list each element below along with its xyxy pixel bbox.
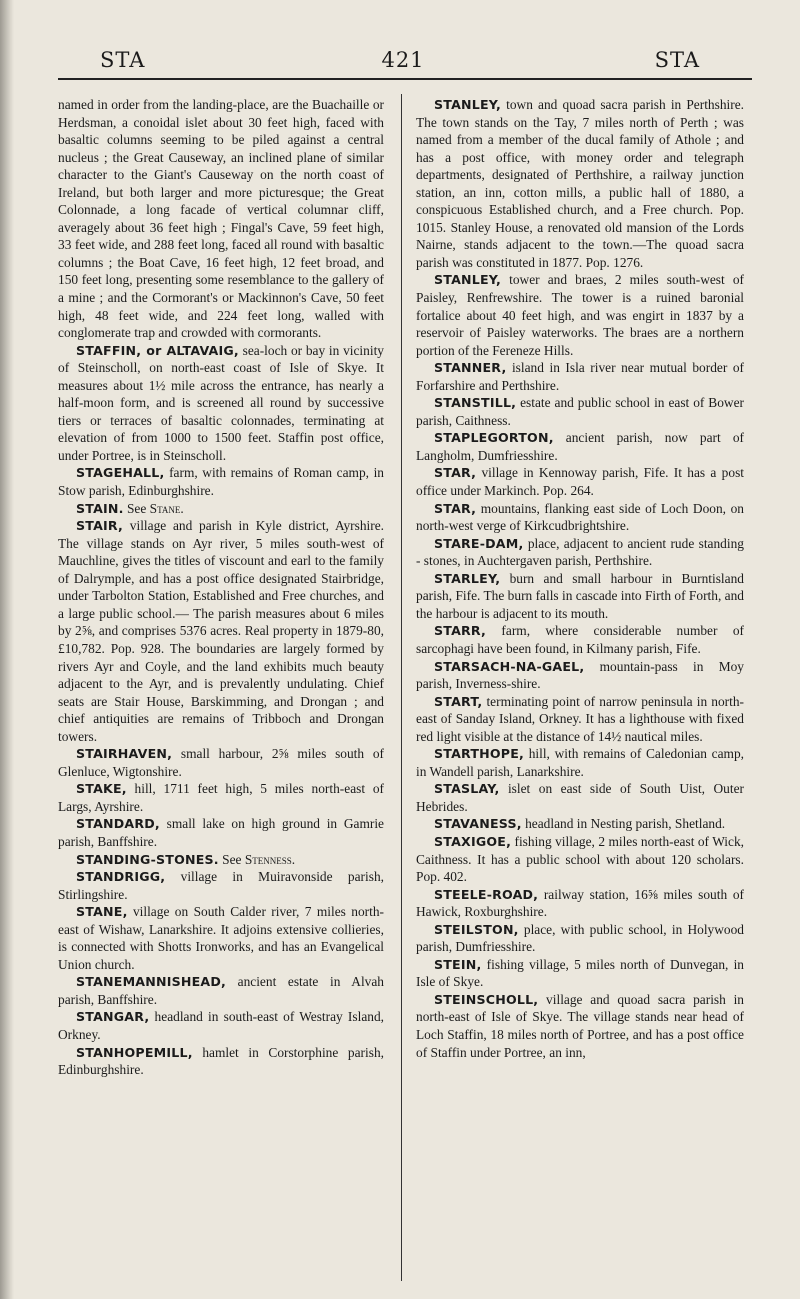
entry-headword: STANDING-STONES.	[76, 851, 219, 867]
gazetteer-entry	[416, 535, 744, 570]
gazetteer-entry	[58, 745, 384, 780]
entry-text: place, with public school, in Holywood parish, Dumfriesshire.	[416, 921, 744, 955]
entry-text: headland in Nesting parish, Shetland.	[521, 816, 726, 832]
entry-headword: STAIN.	[76, 500, 124, 516]
header-rule	[58, 78, 752, 80]
column-divider	[401, 94, 402, 1281]
cross-reference: Stane.	[149, 500, 184, 516]
entry-text: ancient parish, now part of Langholm, Dumfriesshire.	[416, 430, 744, 463]
gazetteer-entry	[416, 271, 744, 359]
entry-headword: STEIN,	[434, 956, 482, 972]
gazetteer-entry	[416, 956, 744, 991]
entry-headword: STARR,	[434, 623, 487, 639]
page-number: 421	[381, 48, 425, 72]
entry-headword: STARSACH-NA-GAEL,	[434, 658, 585, 674]
gazetteer-entry	[416, 622, 744, 657]
header-right-word: STA	[654, 48, 700, 72]
gazetteer-entry	[416, 991, 744, 1061]
entry-text: hill, 1711 feet high, 5 miles north-east of Largs, Ayrshire.	[58, 781, 384, 814]
gazetteer-entry	[58, 903, 384, 973]
gazetteer-entry	[416, 500, 744, 535]
gazetteer-entry	[58, 517, 384, 745]
entry-headword: STAR,	[434, 465, 477, 481]
entry-headword: START,	[434, 693, 483, 709]
entry-headword: STAVANESS,	[434, 816, 522, 832]
cross-reference: Stenness.	[244, 851, 296, 867]
entry-text: village and quoad sacra parish in north-east of Isle of Skye. The village stands near head of Loch Staffin, 18 miles north of Portree, and has a post office of Staffin under Portree, an inn,	[416, 991, 744, 1060]
gazetteer-entry	[416, 745, 744, 780]
entry-text: village on South Calder river, 7 miles north-east of Wishaw, Lanarkshire. It adjoins extensive collieries, is connected with Shotts Ironworks, and has an Evangelical Union church.	[58, 904, 384, 972]
entry-text: estate and public school in east of Bower parish, Caithness.	[416, 395, 744, 428]
gazetteer-entry	[416, 359, 744, 394]
entry-headword: STEELE-ROAD,	[434, 886, 539, 902]
gazetteer-entry	[416, 464, 744, 499]
entry-text: See	[123, 500, 150, 516]
entry-text: place, adjacent to ancient rude standing - stones, in Auchtergaven parish, Perthshire.	[416, 535, 744, 569]
gazetteer-entry	[416, 693, 744, 746]
gazetteer-entry	[416, 780, 744, 815]
entry-text: hamlet in Corstorphine parish, Edinburghshire.	[58, 1044, 384, 1078]
gazetteer-entry	[58, 96, 384, 342]
entry-text: village and parish in Kyle district, Ayrshire. The village stands on Ayr river, 5 miles south-west of Mauchline, gives the titles of viscount and earl to the family of Dalrymple, and has a post office designated Stairbridge, under Tarbolton Station, Established and Free churches, and a large public school.— The parish measures about 6 miles by 2⅝, and comprises 5376 acres. Real property in 1879-80, £10,782. Pop. 928. The boundaries are largely formed by rivers Ayr and Coyle, and the land exhibits much beauty adjacent to the Ayr, and is prevalently undulating. Chief seats are Stair House, Barskimming, and Drongan ; and chief antiquities are remains of Tribboch and Drongan towers.	[58, 518, 384, 744]
gazetteer-entry	[58, 851, 384, 869]
entry-text: farm, with remains of Roman camp, in Stow parish, Edinburghshire.	[58, 465, 384, 499]
entry-headword: STANE,	[76, 904, 128, 920]
entry-text: See	[218, 851, 245, 867]
gazetteer-entry	[58, 780, 384, 815]
gazetteer-entry	[58, 464, 384, 499]
entry-headword: STEILSTON,	[434, 921, 519, 937]
gazetteer-entry	[58, 815, 384, 850]
entry-text: islet on east side of South Uist, Outer Hebrides.	[416, 781, 744, 814]
running-header	[58, 42, 748, 78]
entry-headword: STAGEHALL,	[76, 465, 165, 481]
entry-text: tower and braes, 2 miles south-west of Paisley, Renfrewshire. The tower is a ruined baronial fortalice about 40 feet high, and was engirt in 1837 by a reservoir of Paisley waterworks. The braes are a northern portion of the Fereneze Hills.	[416, 272, 744, 358]
entry-headword: STEINSCHOLL,	[434, 991, 539, 1007]
entry-headword: STAFFIN, or ALTAVAIG,	[76, 342, 239, 358]
header-left-word: STA	[100, 48, 146, 72]
entry-headword: STANLEY,	[434, 97, 502, 112]
gazetteer-entry	[58, 868, 384, 903]
entry-headword: STANSTILL,	[434, 395, 517, 411]
entry-text: hill, with remains of Caledonian camp, in Wandell parish, Lanarkshire.	[416, 746, 744, 779]
entry-headword: STANHOPEMILL,	[76, 1044, 193, 1060]
entry-text: headland in south-east of Westray Island, Orkney.	[58, 1009, 384, 1042]
gazetteer-entry	[416, 833, 744, 886]
gazetteer-entry	[58, 342, 384, 465]
gazetteer-entry	[416, 921, 744, 956]
entry-text: railway station, 16⅝ miles south of Hawick, Roxburghshire.	[416, 886, 744, 920]
entry-headword: STAR,	[434, 500, 477, 516]
gazetteer-entry	[58, 500, 384, 518]
gazetteer-entry	[416, 96, 744, 271]
entry-text: fishing village, 5 miles north of Dunvegan, in Isle of Skye.	[416, 956, 744, 990]
gazetteer-entry	[58, 973, 384, 1008]
entry-headword: STARLEY,	[434, 570, 501, 586]
left-column	[58, 96, 384, 1079]
entry-text: small harbour, 2⅝ miles south of Glenluce, Wigtonshire.	[58, 746, 384, 779]
entry-headword: STANDRIGG,	[76, 869, 166, 885]
entry-text: village in Muiravonside parish, Stirlingshire.	[58, 869, 384, 902]
entry-headword: STARTHOPE,	[434, 746, 525, 762]
entry-text: terminating point of narrow peninsula in north-east of Sanday Island, Orkney. It has a lighthouse with fixed red light visible at the distance of 14½ nautical miles.	[416, 693, 744, 744]
entry-text: small lake on high ground in Gamrie parish, Banffshire.	[58, 816, 384, 849]
entry-headword: STAXIGOE,	[434, 833, 512, 849]
entry-text: burn and small harbour in Burntisland parish, Fife. The burn falls in cascade into Firth of Forth, and the harbour is adjacent to its mouth.	[416, 570, 744, 621]
gazetteer-entry	[416, 815, 744, 833]
entry-text: mountain-pass in Moy parish, Inverness-shire.	[416, 658, 744, 692]
gazetteer-entry	[416, 394, 744, 429]
entry-headword: STAPLEGORTON,	[434, 430, 554, 446]
entry-headword: STANDARD,	[76, 816, 160, 832]
entry-headword: STAIR,	[76, 518, 124, 534]
entry-text: town and quoad sacra parish in Perthshire. The town stands on the Tay, 7 miles north of Perth ; was named from a member of the ducal family of Athole ; and has a post office, with money order and telegraph departments, designated of Perthshire, a railway junction station, an inn, cotton mills, a public hall of 1880, a conspicuous Established church, and a Free church. Pop. 1015. Stanley House, a renovated old mansion of the Lords Nairne, stands adjacent to the town.—The quoad sacra parish was constituted in 1877. Pop. 1276.	[416, 97, 744, 270]
gazetteer-entry	[416, 570, 744, 623]
entry-text: mountains, flanking east side of Loch Doon, on north-west verge of Kirkcudbrightshire.	[416, 500, 744, 534]
entry-text: ancient estate in Alvah parish, Banffshire.	[58, 974, 384, 1007]
entry-headword: STANNER,	[434, 360, 507, 376]
entry-headword: STARE-DAM,	[434, 535, 524, 551]
entry-text: farm, where considerable number of sarcophagi have been found, in Kilmany parish, Fife.	[416, 623, 744, 656]
gazetteer-entry	[416, 429, 744, 464]
page-binding-edge	[0, 0, 14, 1299]
right-column	[416, 96, 744, 1061]
entry-headword: STANGAR,	[76, 1009, 150, 1025]
entry-text: village in Kennoway parish, Fife. It has a post office under Markinch. Pop. 264.	[416, 465, 744, 499]
entry-headword: STASLAY,	[434, 781, 500, 797]
entry-text: fishing village, 2 miles north-east of Wick, Caithness. It has a public school with about 120 scholars. Pop. 402.	[416, 833, 744, 885]
entry-headword: STANEMANNISHEAD,	[76, 974, 227, 990]
gazetteer-entry	[416, 886, 744, 921]
entry-headword: STAKE,	[76, 781, 127, 797]
entry-headword: STANLEY,	[434, 272, 502, 288]
gazetteer-entry	[416, 658, 744, 693]
entry-text: sea-loch or bay in vicinity of Steinscholl, on north-east coast of Isle of Skye. It measures about 1½ mile across the entrance, has nearly a half-moon form, and is screened all round by successive tiers or terraces of basaltic colonnades, terminating at elevation of from 1000 to 1500 feet. Staffin post office, under Portree, is in Steinscholl.	[58, 342, 384, 463]
entry-text: island in Isla river near mutual border of Forfarshire and Perthshire.	[416, 360, 744, 393]
gazetteer-entry	[58, 1044, 384, 1079]
entry-headword: STAIRHAVEN,	[76, 746, 173, 762]
gazetteer-entry	[58, 1008, 384, 1043]
entry-text: named in order from the landing-place, are the Buachaille or Herdsman, a conoidal islet about 30 feet high, faced with basaltic columns seeming to be piled against a central nucleus ; the Great Causeway, an inclined plane of similar character to the Giant's Causeway on the north coast of Ireland, but both larger and more picturesque; the Great Colonnade, a long facade of vertical columnar cliff, averagely about 36 feet high ; Fingal's Cave, 59 feet high, 33 feet wide, and 288 feet long, faced all round with basaltic columns ; the Boat Cave, 16 feet high, 12 feet broad, and 150 feet long, presenting some resemblance to the gallery of a mine ; and the Cormorant's or Mackinnon's Cave, 50 feet high, 48 feet wide, and 224 feet long, walled with conglomerate trap and crowded with cormorants.	[58, 97, 384, 341]
